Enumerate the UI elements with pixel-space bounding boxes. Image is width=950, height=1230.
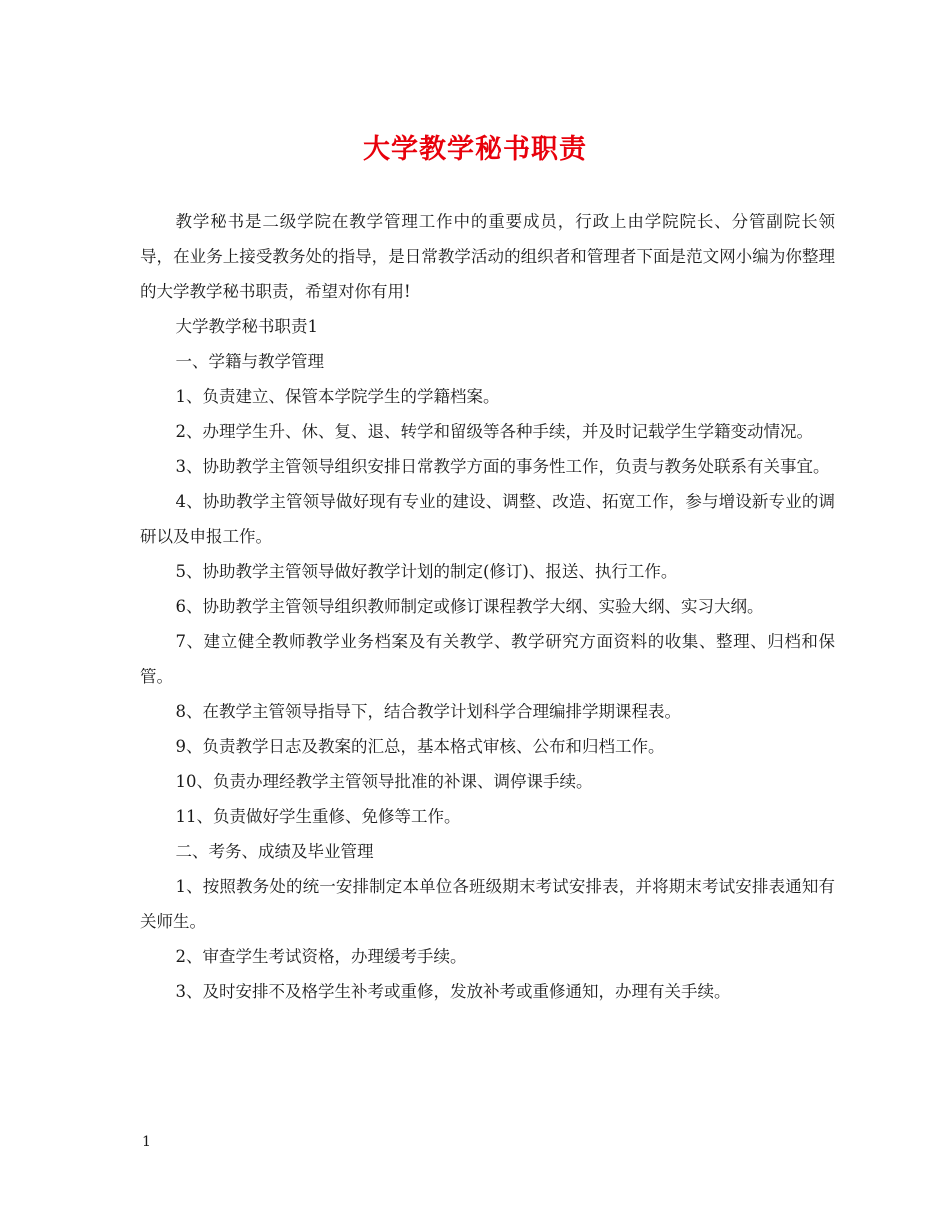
- document-body: [140, 204, 835, 1009]
- paragraph-item: 2、审查学生考试资格，办理缓考手续。: [175, 947, 467, 966]
- paragraph-subheading-1: 一、学籍与教学管理: [175, 352, 324, 371]
- document-title: 大学教学秘书职责: [363, 134, 587, 165]
- paragraph-item: 9、负责教学日志及教案的汇总，基本格式审核、公布和归档工作。: [175, 737, 665, 756]
- paragraph-item: 1、按照教务处的统一安排制定本单位各班级期末考试安排表，并将期末考试安排表通知有关师生。: [140, 877, 835, 931]
- paragraph-item: 5、协助教学主管领导做好教学计划的制定(修订)、报送、执行工作。: [175, 562, 678, 581]
- paragraph-item: 8、在教学主管领导指导下，结合教学计划科学合理编排学期课程表。: [175, 702, 681, 721]
- page-number: 1: [142, 1134, 151, 1150]
- paragraph-item: 7、建立健全教师教学业务档案及有关教学、教学研究方面资料的收集、整理、归档和保管。: [140, 632, 835, 686]
- paragraph-item: 3、及时安排不及格学生补考或重修，发放补考或重修通知，办理有关手续。: [175, 982, 731, 1001]
- paragraph-item: 10、负责办理经教学主管领导批准的补课、调停课手续。: [175, 772, 593, 791]
- paragraph-item: 3、协助教学主管领导组织安排日常教学方面的事务性工作，负责与教务处联系有关事宜。: [175, 457, 830, 476]
- paragraph-item: 2、办理学生升、休、复、退、转学和留级等各种手续，并及时记载学生学籍变动情况。: [175, 422, 813, 441]
- paragraph-section-heading: 大学教学秘书职责1: [175, 317, 318, 336]
- paragraph-subheading-2: 二、考务、成绩及毕业管理: [175, 842, 374, 861]
- paragraph-intro: 教学秘书是二级学院在教学管理工作中的重要成员，行政上由学院院长、分管副院长领导，在业务上接受教务处的指导，是日常教学活动的组织者和管理者下面是范文网小编为你整理的大学教学秘书职责，希望对你有用!: [140, 212, 835, 301]
- paragraph-item: 6、协助教学主管领导组织教师制定或修订课程教学大纲、实验大纲、实习大纲。: [175, 597, 764, 616]
- paragraph-item: 4、协助教学主管领导做好现有专业的建设、调整、改造、拓宽工作，参与增设新专业的调研以及申报工作。: [140, 492, 835, 546]
- paragraph-item: 1、负责建立、保管本学院学生的学籍档案。: [175, 387, 500, 406]
- paragraph-item: 11、负责做好学生重修、免修等工作。: [175, 807, 461, 826]
